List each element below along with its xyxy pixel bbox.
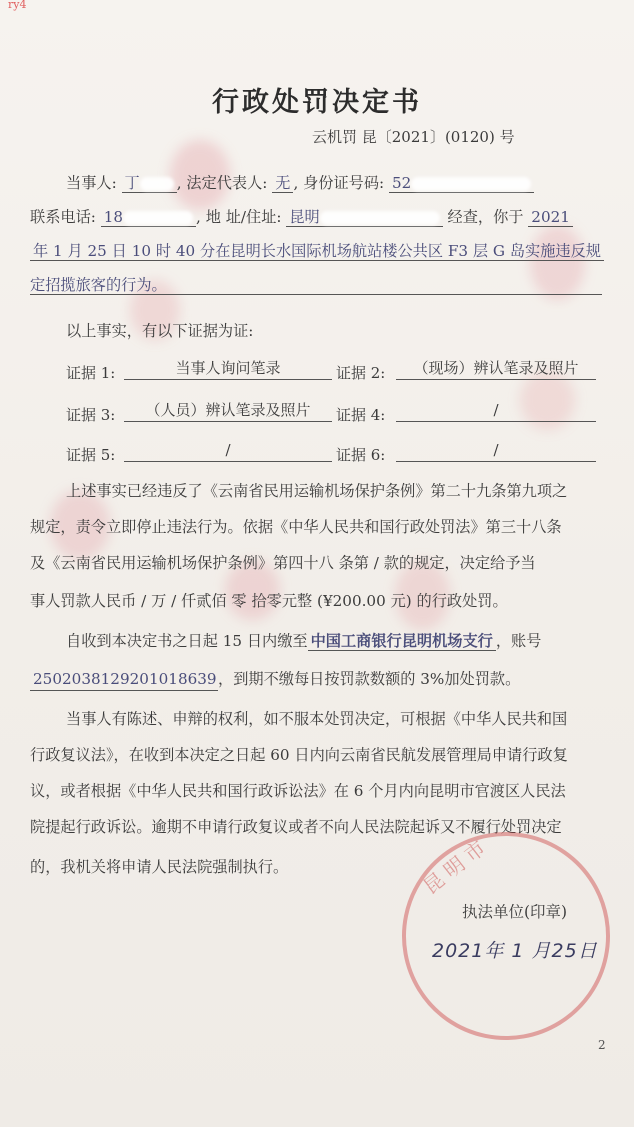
id-number: 52 — [391, 174, 412, 192]
evidence-5-value: / — [124, 440, 332, 462]
redaction-blur — [140, 177, 174, 191]
facts-line-1 — [30, 240, 606, 262]
facts-line-2 — [30, 274, 606, 296]
year-value: 2021 — [528, 208, 573, 227]
signature-date: 2021年 1 月25日 — [432, 940, 598, 962]
rights-line-2: 行政复议法》，在收到本决定之日起 60 日内向云南省民航发展管理局申请行政复 — [30, 746, 568, 764]
evidence-3-value: （人员）辨认笔录及照片 — [124, 400, 332, 422]
violation-line-3: 及《云南省民用运输机场保护条例》第四十八 条第 / 款的规定，决定给予当 — [30, 554, 536, 572]
evidence-1-value: 当事人询问笔录 — [124, 358, 332, 380]
address-field — [286, 208, 442, 227]
check-label: 经查，你于 — [447, 208, 524, 226]
rights-line-3: 议，或者根据《中华人民共和国行政诉讼法》在 6 个月内向昆明市官渡区人民法 — [30, 782, 566, 800]
id-number-field — [389, 174, 534, 193]
id-label: 身份证号码: — [303, 174, 385, 192]
rights-line-5: 的，我机关将申请人民法院强制执行。 — [30, 858, 289, 876]
bank-name: 中国工商银行昆明机场支行 — [308, 632, 496, 651]
party-name: 丁 — [124, 174, 140, 192]
address-value: 昆明 — [289, 208, 320, 226]
rights-line-1: 当事人有陈述、申辩的权利，如不服本处罚决定，可根据《中华人民共和国 — [66, 710, 568, 728]
evidence-5-label: 证据 5: — [66, 446, 116, 464]
payment-line-2 — [30, 668, 606, 691]
document-title: 行政处罚决定书 — [212, 87, 422, 118]
rights-line-4: 院提起行政诉讼。逾期不申请行政复议或者不向人民法院起诉又不履行处罚决定 — [30, 818, 562, 836]
redaction-blur — [123, 211, 193, 225]
redaction-blur — [320, 211, 440, 225]
party-line: 当事人: 丁 , 法定代表人: 无 , 身份证号码: 52 — [30, 172, 606, 194]
evidence-6-label: 证据 6: — [336, 446, 386, 464]
party-label: 当事人: — [66, 174, 117, 192]
party-name-field — [122, 174, 177, 193]
redaction-blur — [411, 177, 531, 191]
issuing-unit-label: 执法单位(印章) — [462, 903, 568, 921]
contact-line: 联系电话: 18 , 地 址/住址: 昆明 经查，你于 2021 — [30, 206, 606, 228]
seal-text: 昆明市 — [418, 831, 495, 899]
evidence-4-label: 证据 4: — [336, 406, 386, 424]
payment-text: 自收到本决定书之日起 15 日内缴至 — [66, 632, 308, 650]
page-number: 2 — [598, 1038, 606, 1052]
facts-underline — [30, 294, 602, 295]
address-label: 地 址/住址: — [205, 208, 282, 226]
facts-text-1: 年 1 月 25 日 10 时 40 分在昆明长水国际机场航站楼公共区 F3 层 G 岛实施违反规 — [30, 242, 604, 261]
legal-rep-label: 法定代表人: — [186, 174, 268, 192]
evidence-1-label: 证据 1: — [66, 364, 116, 382]
evidence-6-value: / — [396, 440, 596, 462]
evidence-2-value: （现场）辨认笔录及照片 — [396, 358, 596, 380]
legal-rep-value: 无 — [272, 174, 293, 193]
payment-line-1 — [66, 630, 606, 652]
violation-line-2: 规定，责令立即停止违法行为。依据《中华人民共和国行政处罚法》第三十八条 — [30, 518, 562, 536]
facts-text-2: 定招揽旅客的行为。 — [30, 276, 167, 294]
evidence-4-value: / — [396, 400, 596, 422]
violation-line-4: 事人罚款人民币 / 万 / 仟贰佰 零 拾零元整 (¥200.00 元) 的行政处罚。 — [30, 592, 508, 610]
document-number: 云机罚 昆〔2021〕(0120) 号 — [312, 128, 515, 146]
evidence-3-label: 证据 3: — [66, 406, 116, 424]
phone-number: 18 — [103, 208, 124, 226]
account-label: ，账号 — [495, 632, 542, 650]
phone-label: 联系电话: — [30, 208, 96, 226]
phone-field — [101, 208, 196, 227]
evidence-intro: 以上事实，有以下证据为证: — [66, 322, 254, 340]
corner-mark: ry4 — [8, 0, 27, 11]
account-number: 2502038129201018639 — [30, 668, 218, 691]
evidence-2-label: 证据 2: — [336, 364, 386, 382]
late-fee-text: ，到期不缴每日按罚款数额的 3%加处罚款。 — [218, 670, 521, 688]
violation-line-1: 上述事实已经违反了《云南省民用运输机场保护条例》第二十九条第九项之 — [66, 482, 568, 500]
